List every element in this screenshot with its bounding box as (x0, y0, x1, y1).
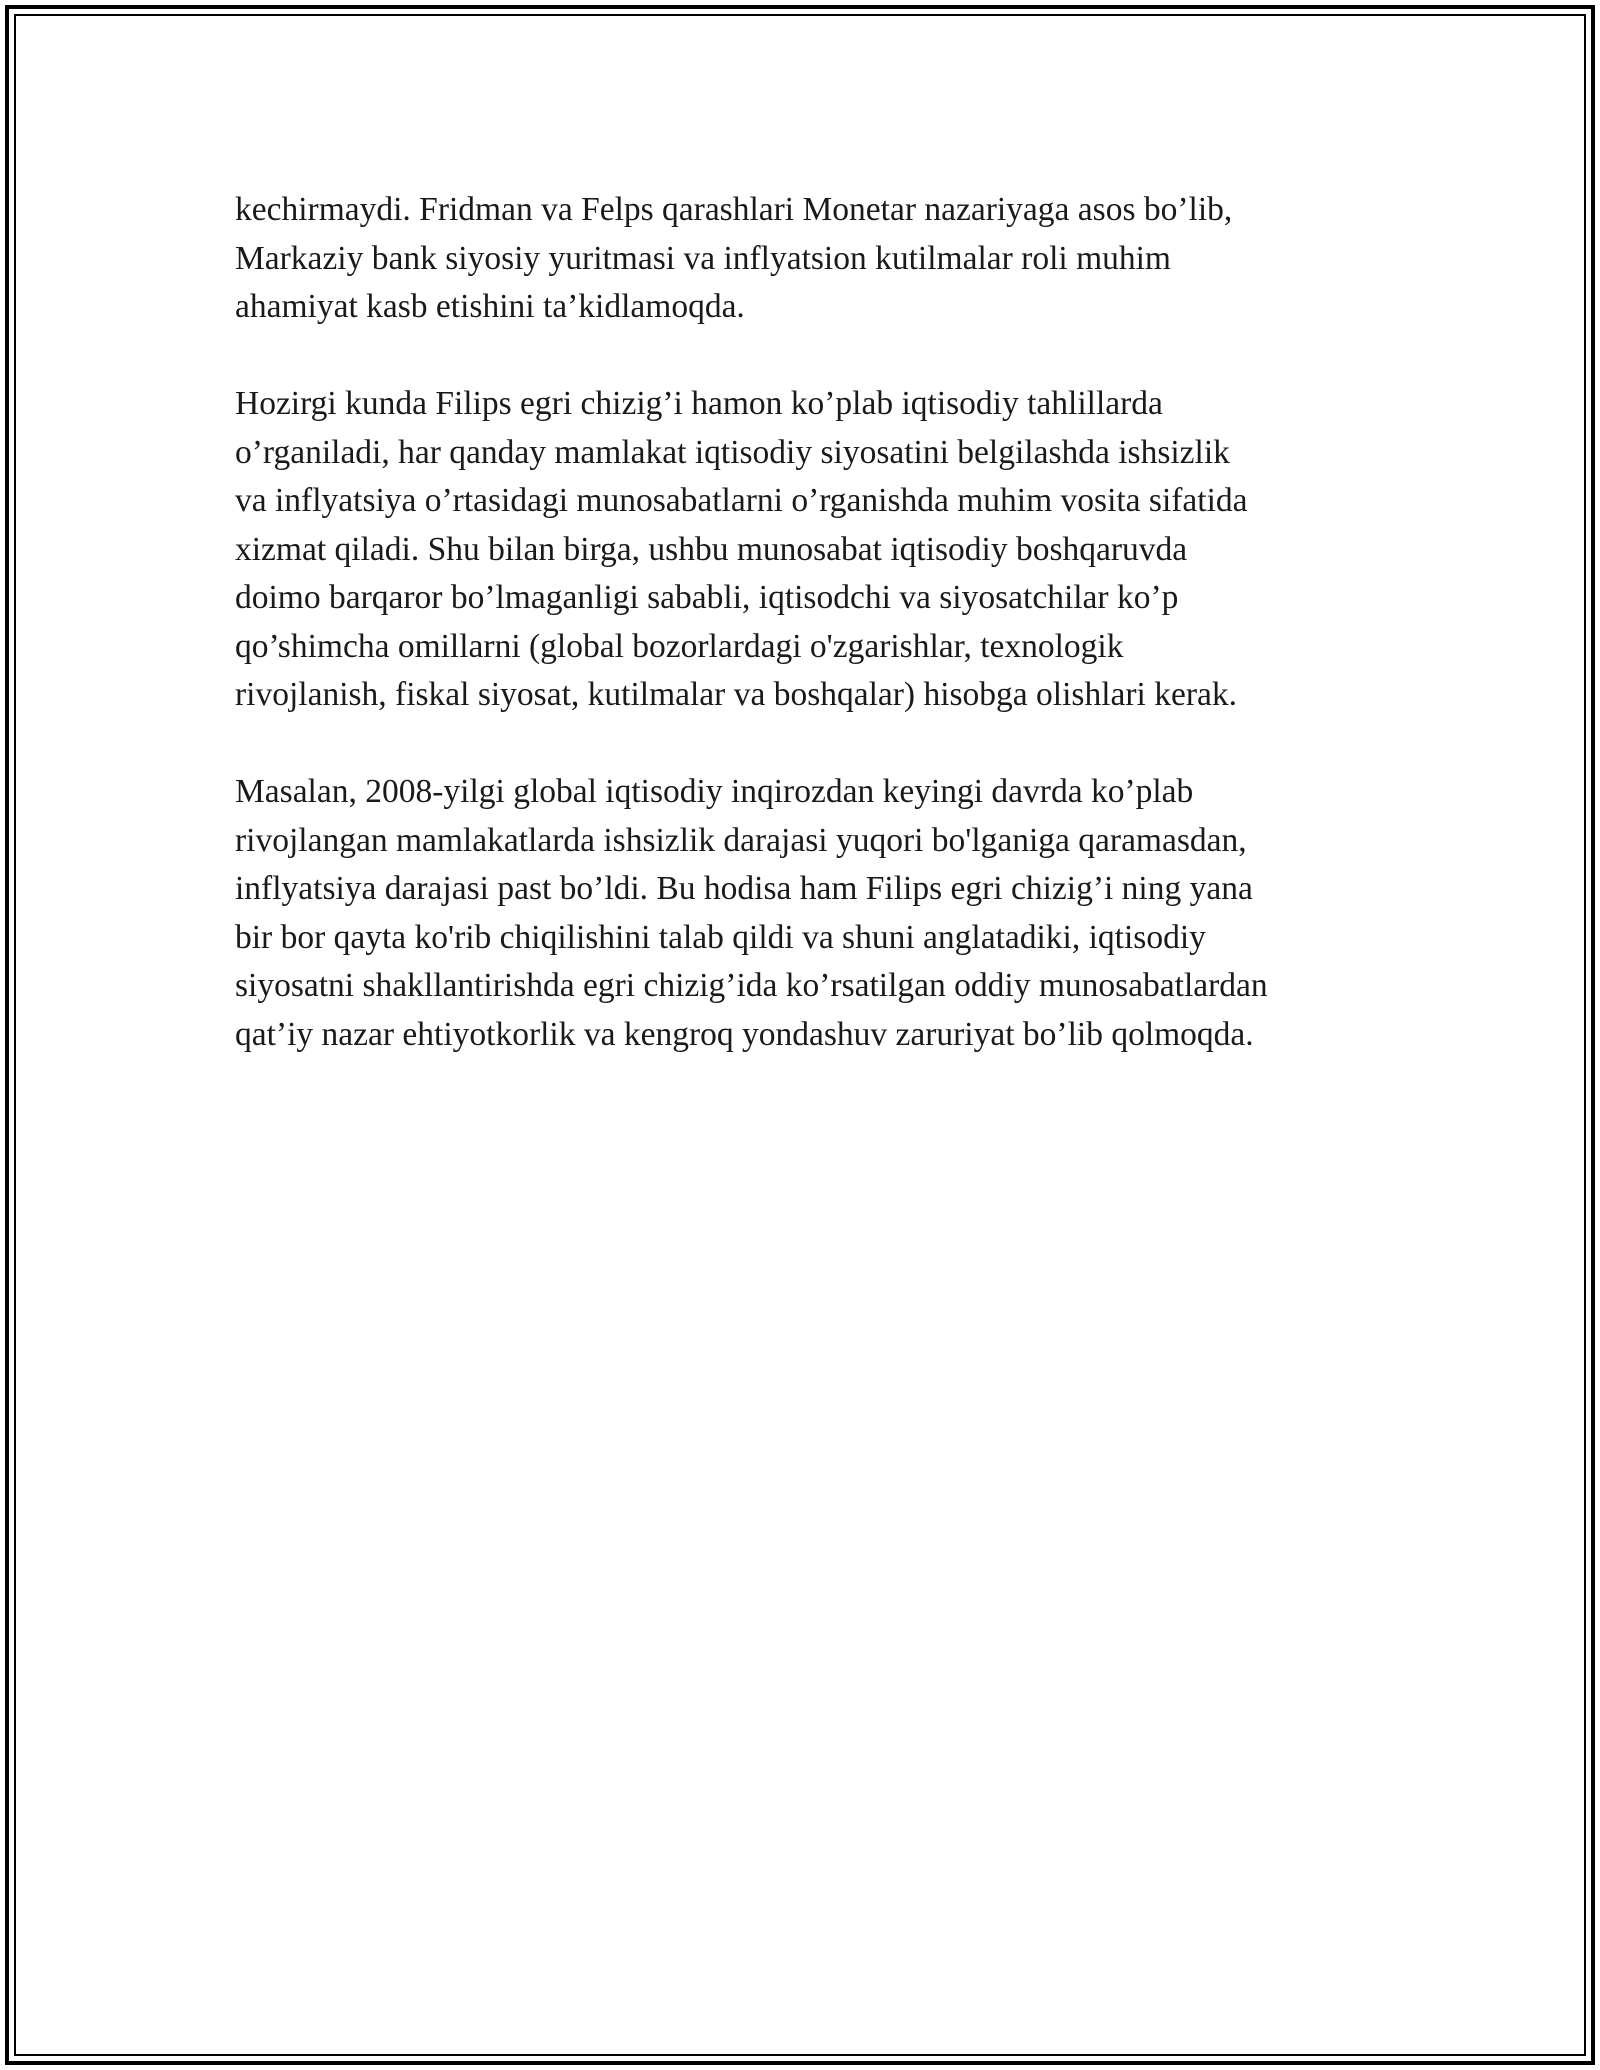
paragraph-1 (235, 186, 1395, 332)
text-line: o’rganiladi, har qanday mamlakat iqtisodiy siyosatini belgilashda ishsizlik (235, 433, 1230, 471)
text-line: doimo barqaror bo’lmaganligi sababli, iqtisodchi va siyosatchilar ko’p (235, 579, 1179, 616)
text-line: va inflyatsiya o’rtasidagi munosabatlarni o’rganishda muhim vosita sifatida (235, 482, 1248, 519)
document-body (235, 186, 1395, 1108)
text-line: Hozirgi kunda Filips egri chizig’i hamon ko’plab iqtisodiy tahlillarda (235, 385, 1163, 422)
paragraph-2 (235, 380, 1395, 720)
text-line: inflyatsiya darajasi past bo’ldi. Bu hodisa ham Filips egri chizig’i ning yana (235, 870, 1253, 907)
text-line: qat’iy nazar ehtiyotkorlik va kengroq yondashuv zaruriyat bo’lib qolmoqda. (235, 1015, 1254, 1053)
text-line: ahamiyat kasb etishini ta’kidlamoqda. (235, 288, 745, 325)
text-line: siyosatni shakllantirishda egri chizig’ida ko’rsatilgan oddiy munosabatlardan (235, 967, 1268, 1004)
text-line: xizmat qiladi. Shu bilan birga, ushbu munosabat iqtisodiy boshqaruvda (235, 530, 1188, 568)
paragraph-3 (235, 768, 1395, 1059)
text-line: rivojlanish, fiskal siyosat, kutilmalar va boshqalar) hisobga olishlari kerak. (235, 676, 1237, 713)
text-line: bir bor qayta ko'rib chiqilishini talab qildi va shuni anglatadiki, iqtisodiy (235, 918, 1206, 956)
text-line: kechirmaydi. Fridman va Felps qarashlari Monetar nazariyaga asos bo’lib, (235, 191, 1233, 228)
text-line: qo’shimcha omillarni (global bozorlardagi o'zgarishlar, texnologik (235, 627, 1124, 665)
text-line: Masalan, 2008-yilgi global iqtisodiy inqirozdan keyingi davrda ko’plab (235, 773, 1194, 810)
text-line: rivojlangan mamlakatlarda ishsizlik darajasi yuqori bo'lganiga qaramasdan, (235, 821, 1247, 859)
text-line: Markaziy bank siyosiy yuritmasi va inflyatsion kutilmalar roli muhim (235, 239, 1171, 277)
